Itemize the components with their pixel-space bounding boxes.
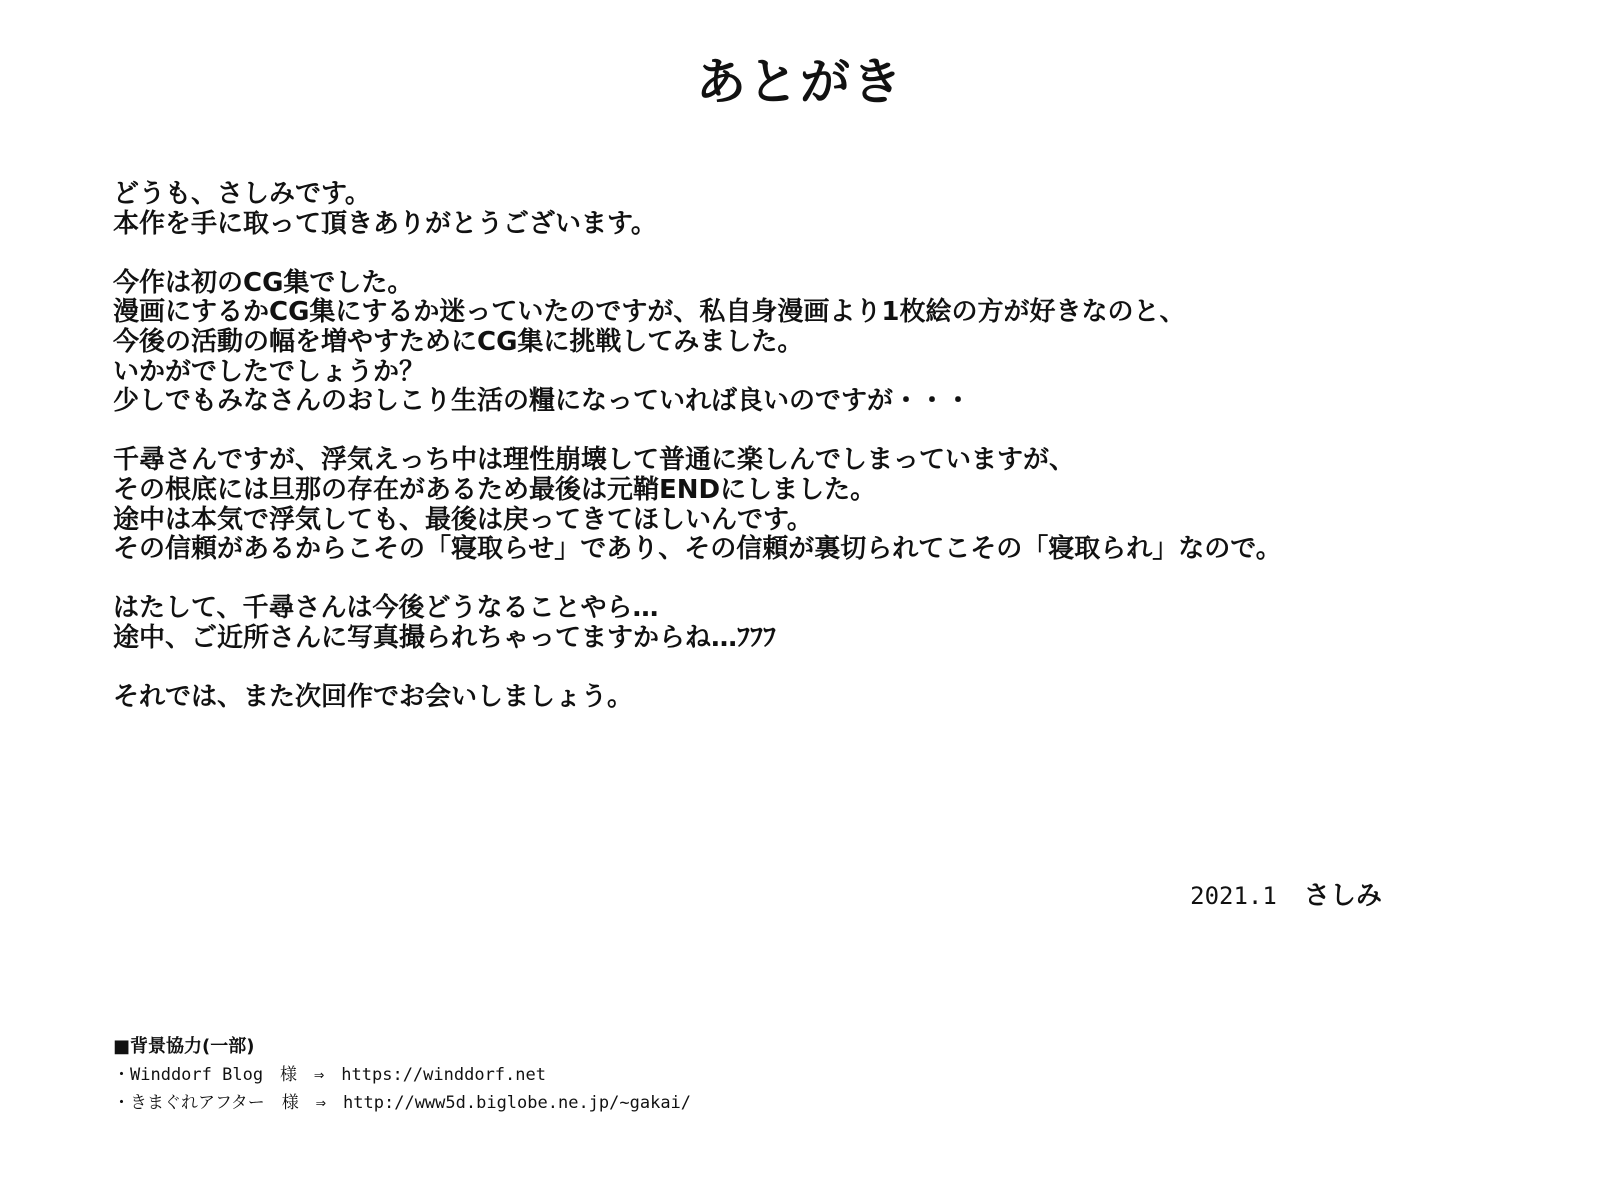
- signature: [0, 880, 1382, 912]
- body-line: 今後の活動の幅を増やすためにCG集に挑戦してみました。: [113, 326, 804, 357]
- credit-line: ・Winddorf Blog 様 ⇒ https://winddorf.net: [113, 1065, 546, 1085]
- credits-heading: ■背景協力(一部): [113, 1036, 255, 1057]
- credits-section: [113, 1033, 1113, 1117]
- body-line: 途中は本気で浮気しても、最後は戻ってきてほしいんです。: [113, 504, 813, 535]
- credit-line: ・きまぐれアフター 様 ⇒ http://www5d.biglobe.ne.jp/~gakai/: [113, 1093, 692, 1113]
- body-line: 漫画にするかCG集にするか迷っていたのですが、私自身漫画より1枚絵の方が好きなのと、: [113, 297, 1186, 328]
- body-line: はたして、千尋さんは今後どうなることやら…: [113, 593, 659, 624]
- afterword-body: [113, 180, 1513, 713]
- body-line: いかがでしたでしょうか？: [113, 356, 426, 387]
- body-line: その信頼があるからこその「寝取らせ」であり、その信頼が裏切られてこその「寝取られ」なので。: [113, 534, 1282, 565]
- body-line: 本作を手に取って頂きありがとうございます。: [113, 208, 657, 239]
- paragraph-gap: [113, 239, 1513, 269]
- body-line: それでは、また次回作でお会いしましょう。: [113, 682, 634, 713]
- paragraph-gap: [113, 417, 1513, 447]
- body-line: その根底には旦那の存在があるため最後は元鞘ENDにしました。: [113, 474, 877, 505]
- paragraph-gap: [113, 654, 1513, 684]
- body-line: 途中、ご近所さんに写真撮られちゃってますからね…ﾌﾌﾌ: [113, 622, 777, 653]
- body-line: どうも、さしみです。: [113, 179, 371, 209]
- body-line: 千尋さんですが、浮気えっち中は理性崩壊して普通に楽しんでしまっていますが、: [113, 445, 1076, 476]
- paragraph-gap: [113, 565, 1513, 595]
- body-line: 少しでもみなさんのおしこり生活の糧になっていれば良いのですが・・・: [113, 386, 972, 417]
- body-line: 今作は初のCG集でした。: [113, 267, 414, 298]
- page-title: あとがき: [696, 53, 904, 111]
- signature-author: さしみ: [1303, 881, 1382, 911]
- signature-date: 2021.1: [1190, 882, 1277, 910]
